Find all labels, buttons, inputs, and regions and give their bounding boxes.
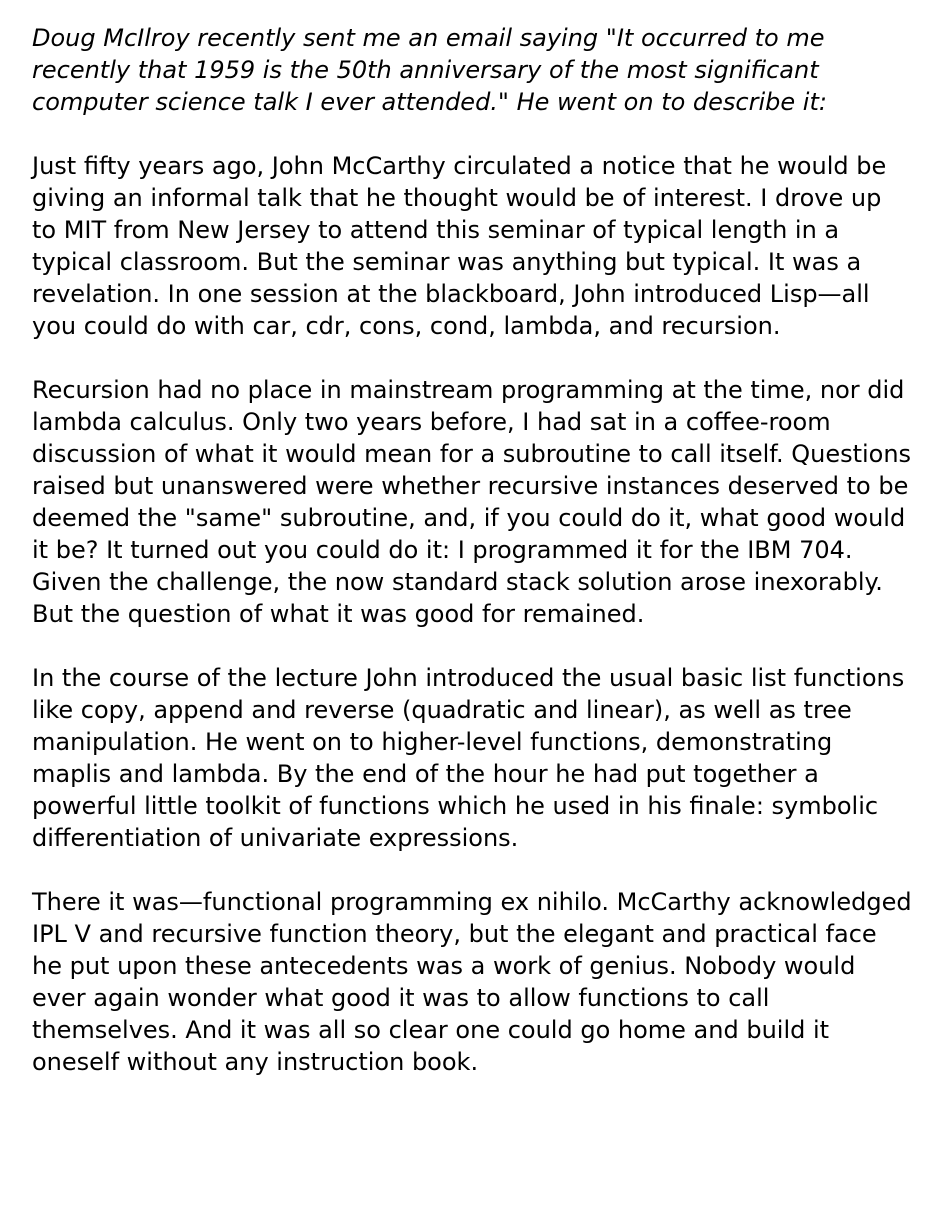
article-body (32, 22, 912, 1078)
intro-paragraph: Doug McIlroy recently sent me an email saying "It occurred to me recently that 1959 is the 50th anniversary of the most significant computer science talk I ever attended." He went on to describe it: (32, 24, 827, 116)
quote-paragraph-4: There it was—functional programming ex nihilo. McCarthy acknowledged IPL V and recursive function theory, but the elegant and practical face he put upon these antecedents was a work of genius. Nobody would ever again wonder what good it was to allow functions to call themselves. And it was all so clear one could go home and build it oneself without any instruction book. (32, 888, 912, 1076)
quote-paragraph-2: Recursion had no place in mainstream programming at the time, nor did lambda calculus. Only two years before, I had sat in a coffee-room discussion of what it would mean for a subroutine to call itself. Questions raised but unanswered were whether recursive instances deserved to be deemed the "same" subroutine, and, if you could do it, what good would it be? It turned out you could do it: I programmed it for the IBM 704. Given the challenge, the now standard stack solution arose inexorably. But the question of what it was good for remained. (32, 376, 912, 628)
quote-paragraph-3: In the course of the lecture John introduced the usual basic list functions like copy, append and reverse (quadratic and linear), as well as tree manipulation. He went on to higher-level functions, demonstrating maplis and lambda. By the end of the hour he had put together a powerful little toolkit of functions which he used in his finale: symbolic differentiation of univariate expressions. (32, 664, 905, 852)
quote-paragraph-1: Just fifty years ago, John McCarthy circulated a notice that he would be giving an informal talk that he thought would be of interest. I drove up to MIT from New Jersey to attend this seminar of typical length in a typical classroom. But the seminar was anything but typical. It was a revelation. In one session at the blackboard, John introduced Lisp—all you could do with car, cdr, cons, cond, lambda, and recursion. (32, 152, 887, 340)
